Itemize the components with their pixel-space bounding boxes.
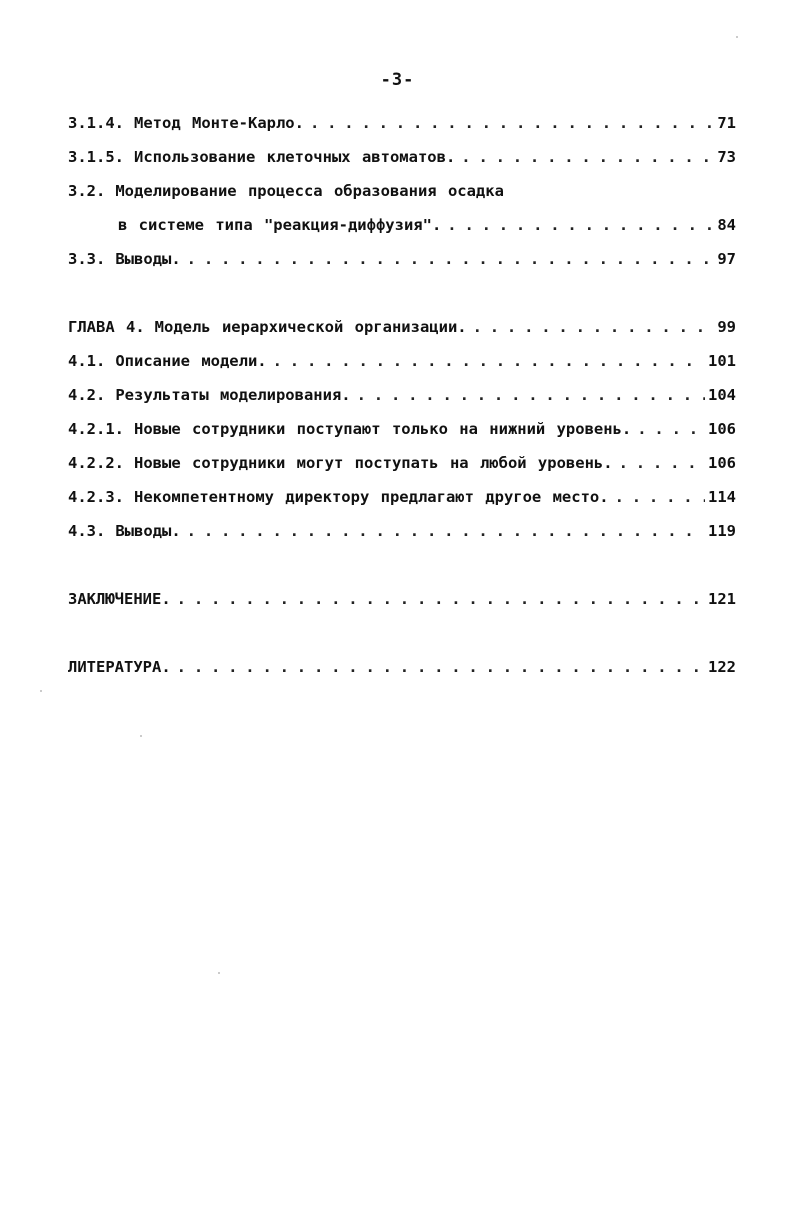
- toc-entry-title: [68, 114, 304, 132]
- toc-entry-number: 4.2.3.: [68, 488, 124, 506]
- toc-entry-3-2-continued: [68, 216, 736, 250]
- toc-entry-4-1: [68, 352, 736, 386]
- toc-entry-text: Выводы.: [115, 250, 181, 268]
- toc-entry-number: 4.2.: [68, 386, 106, 404]
- dot-leader: [187, 522, 705, 540]
- toc-entry-title: [68, 658, 171, 676]
- page-number: -3-: [380, 70, 415, 90]
- dot-leader: [637, 420, 705, 438]
- toc-entry-text: Моделирование процесса образования осадка: [115, 182, 504, 200]
- toc-entry-text: Описание модели.: [115, 352, 267, 370]
- toc-entry-chapter-4: [68, 318, 736, 352]
- toc-entry-number: 3.1.4.: [68, 114, 124, 132]
- toc-entry-text: Выводы.: [115, 522, 181, 540]
- dot-leader: [177, 658, 705, 676]
- scan-speck: [40, 690, 42, 692]
- toc-entry-page: 84: [717, 216, 736, 234]
- dot-leader: [357, 386, 705, 404]
- toc-entry-text: Метод Монте-Карло.: [134, 114, 304, 132]
- toc-entry-title: [68, 250, 181, 268]
- toc-entry-page: 119: [708, 522, 736, 540]
- toc-entry-4-2-2: [68, 454, 736, 488]
- dot-leader: [177, 590, 705, 608]
- dot-leader: [461, 148, 714, 166]
- scan-speck: [140, 735, 142, 737]
- toc-entry-number: 4.3.: [68, 522, 106, 540]
- toc-entry-page: 104: [708, 386, 736, 404]
- toc-entry-number: 3.2.: [68, 182, 106, 200]
- toc-entry-title: [68, 386, 351, 404]
- toc-entry-text: Новые сотрудники поступают только на нижний уровень.: [134, 420, 632, 438]
- toc-entry-text: Использование клеточных автоматов.: [134, 148, 456, 166]
- toc-entry-page: 106: [708, 420, 736, 438]
- toc-entry-4-2: [68, 386, 736, 420]
- toc-entry-text: Новые сотрудники могут поступать на любой уровень.: [134, 454, 613, 472]
- toc-entry-title: [68, 352, 267, 370]
- dot-leader: [615, 488, 705, 506]
- toc-entry-3-1-5: [68, 148, 736, 182]
- toc-entry-text: ЗАКЛЮЧЕНИЕ.: [68, 590, 171, 608]
- toc-entry-4-2-1: [68, 420, 736, 454]
- toc-entry-title: [68, 522, 181, 540]
- toc-entry-references: [68, 658, 736, 692]
- toc-entry-page: 99: [717, 318, 736, 336]
- toc-entry-3-3: [68, 250, 736, 284]
- dot-leader: [187, 250, 715, 268]
- toc-entry-title: [118, 216, 441, 234]
- toc-entry-number: 4.2.2.: [68, 454, 124, 472]
- toc-entry-number: 3.1.5.: [68, 148, 124, 166]
- toc-entry-number: 3.3.: [68, 250, 106, 268]
- toc-entry-3-2: [68, 182, 736, 216]
- toc-entry-page: 122: [708, 658, 736, 676]
- toc-entry-text: Результаты моделирования.: [115, 386, 351, 404]
- toc-entry-text: в системе типа "реакция-диффузия".: [118, 216, 442, 234]
- toc-entry-page: 101: [708, 352, 736, 370]
- toc-entry-title: [68, 148, 455, 166]
- dot-leader: [310, 114, 714, 132]
- toc-entry-page: 71: [717, 114, 736, 132]
- toc-entry-page: 97: [717, 250, 736, 268]
- toc-entry-title: [68, 488, 609, 506]
- toc-entry-page: 73: [717, 148, 736, 166]
- toc-entry-number: 4.2.1.: [68, 420, 124, 438]
- toc-entry-title: [68, 420, 631, 438]
- toc-entry-title: [68, 318, 467, 336]
- toc-entry-4-2-3: [68, 488, 736, 522]
- toc-entry-number: 4.1.: [68, 352, 106, 370]
- toc-entry-4-3: [68, 522, 736, 556]
- table-of-contents: [68, 114, 736, 692]
- toc-entry-conclusion: [68, 590, 736, 624]
- dot-leader: [619, 454, 705, 472]
- toc-entry-number: ГЛАВА 4.: [68, 318, 145, 336]
- dot-leader: [447, 216, 714, 234]
- toc-entry-title: [68, 454, 613, 472]
- dot-leader: [273, 352, 705, 370]
- toc-entry-page: 106: [708, 454, 736, 472]
- toc-entry-title: [68, 590, 171, 608]
- toc-entry-text: Модель иерархической организации.: [154, 318, 467, 336]
- toc-entry-3-1-4: [68, 114, 736, 148]
- toc-entry-text: ЛИТЕРАТУРА.: [68, 658, 171, 676]
- scan-speck: [736, 36, 738, 38]
- toc-entry-text: Некомпетентному директору предлагают другое место.: [134, 488, 609, 506]
- toc-entry-page: 121: [708, 590, 736, 608]
- dot-leader: [473, 318, 715, 336]
- scan-speck: [218, 972, 220, 974]
- toc-entry-title: [68, 182, 504, 200]
- toc-entry-page: 114: [708, 488, 736, 506]
